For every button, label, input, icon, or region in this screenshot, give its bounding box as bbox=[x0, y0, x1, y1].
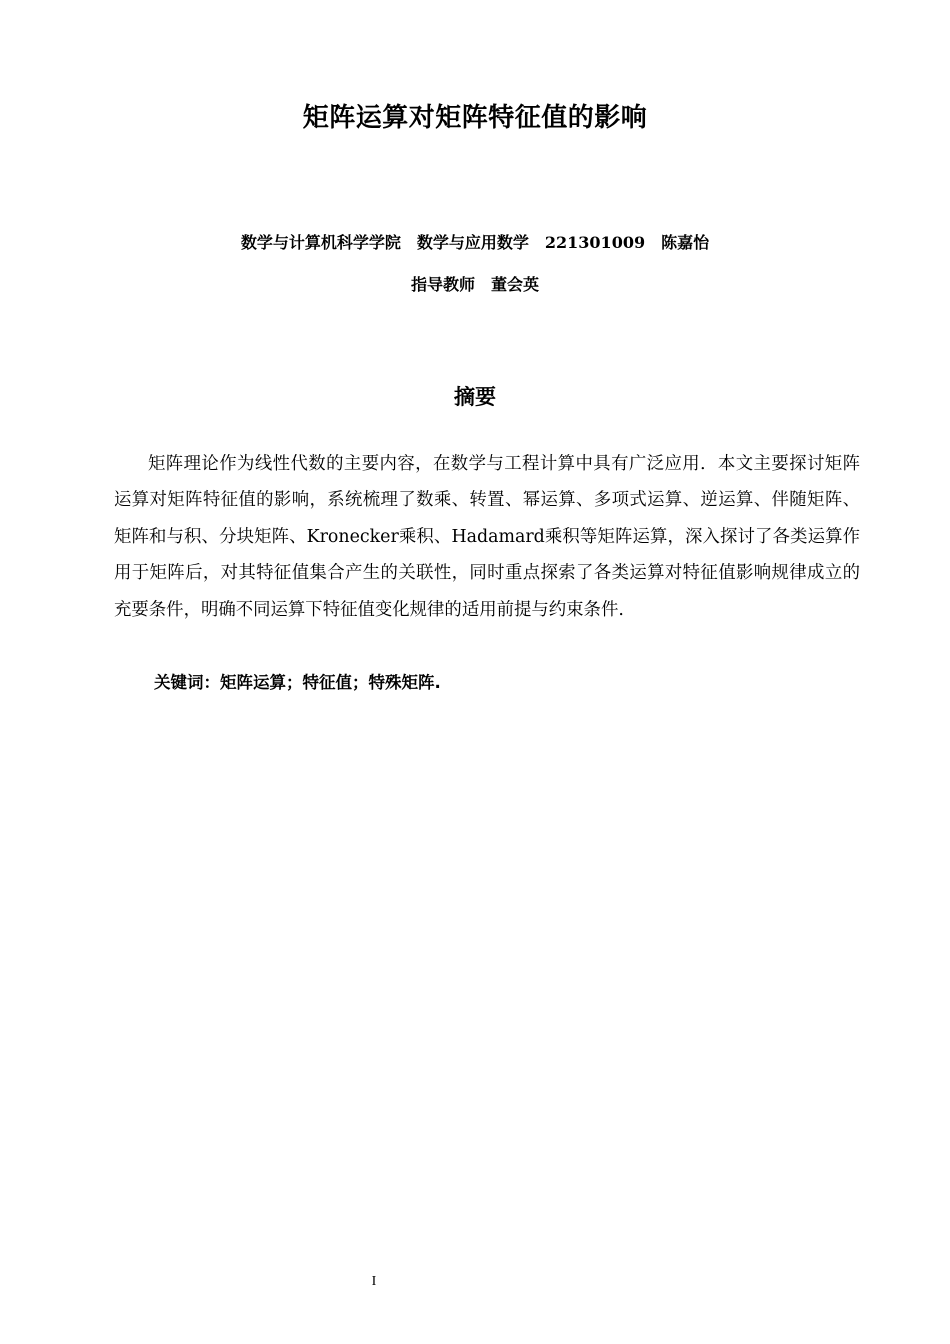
author-info: 数学与计算机科学学院 数学与应用数学 221301009 陈嘉怡 bbox=[240, 233, 710, 252]
page-number: I bbox=[371, 1274, 377, 1289]
paper-title: 矩阵运算对矩阵特征值的影响 bbox=[302, 103, 648, 133]
keywords-line: 关键词：矩阵运算；特征值；特殊矩阵. bbox=[154, 673, 441, 692]
abstract-heading: 摘要 bbox=[454, 385, 496, 409]
advisor-info: 指导教师 董会英 bbox=[410, 275, 539, 294]
abstract-body: 矩阵理论作为线性代数的主要内容，在数学与工程计算中具有广泛应用．本文主要探讨矩阵运算对矩阵特征值的影响，系统梳理了数乘、转置、幂运算、多项式运算、逆运算、伴随矩阵、矩阵和与积、分块矩阵、Kronecker乘积、Hadamard乘积等矩阵运算，深入探讨了各类运算作用于矩阵后，对其特征值集合产生的关联性，同时重点探索了各类运算对特征值影响规律成立的充要条件，明确不同运算下特征值变化规律的适用前提与约束条件. bbox=[114, 454, 860, 620]
